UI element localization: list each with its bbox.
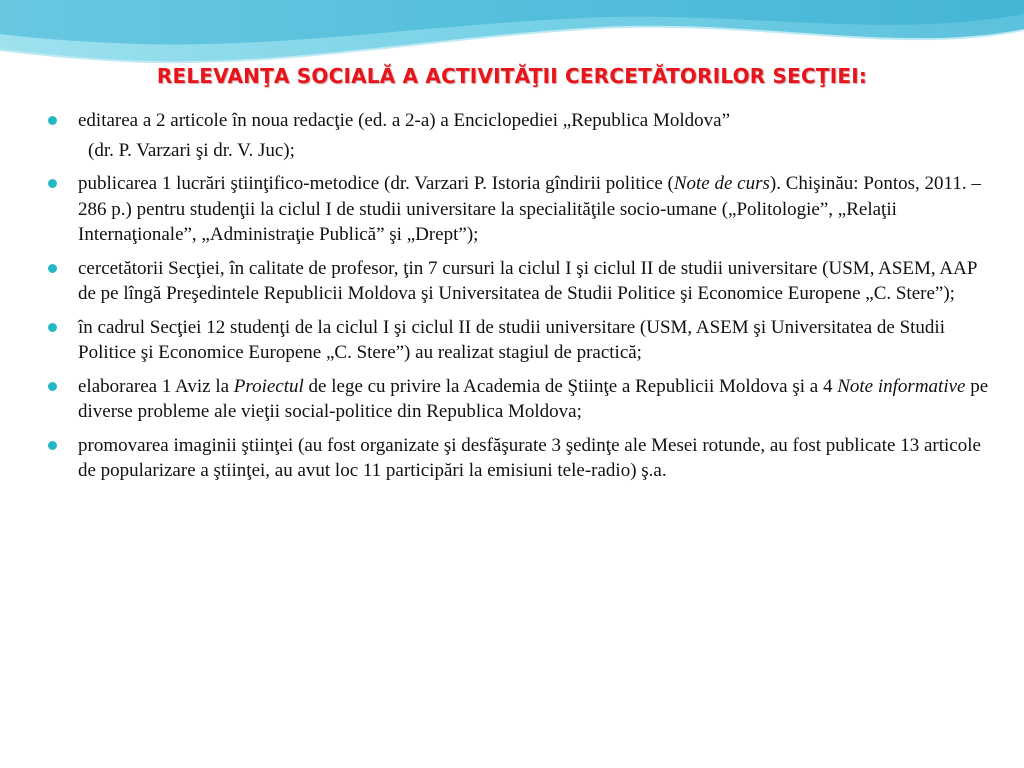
list-item — [78, 256, 998, 307]
item-emphasis: Proiectul — [233, 375, 304, 397]
bullet-icon — [48, 264, 57, 273]
item-text: elaborarea 1 Aviz la — [78, 375, 234, 397]
bullet-icon — [48, 179, 57, 188]
list-item — [78, 108, 998, 163]
item-text: de lege cu privire la Academia de Ştiinţe a Republicii Moldova şi a 4 — [303, 375, 838, 397]
item-text: cercetătorii Secţiei, în calitate de profesor, ţin 7 cursuri la ciclul I şi ciclul II de studii universitare (USM, ASEM, AAP de pe lîngă Preşedintele Republicii Moldova şi Universitatea de Studii Politice şi Economice Europene „C. Stere”); — [78, 257, 977, 304]
slide-title: RELEVANŢA SOCIALĂ A ACTIVITĂŢII CERCETĂTORILOR SECŢIEI: — [156, 64, 868, 88]
item-subline: (dr. P. Varzari şi dr. V. Juc); — [88, 139, 295, 161]
item-text: pe diverse probleme ale vieţii social-politice din Republica Moldova; — [78, 375, 989, 422]
list-item — [78, 171, 998, 248]
item-text: în cadrul Secţiei 12 studenţi de la ciclul I şi ciclul II de studii universitare (USM, ASEM şi Universitatea de Studii Politice şi Economice Europene „C. Stere”) au realizat stagiul de practică; — [78, 316, 945, 363]
item-text: publicarea 1 lucrări ştiinţifico-metodice (dr. Varzari P. Istoria gîndirii politice ( — [78, 173, 674, 194]
item-emphasis: Note informative — [837, 375, 966, 397]
list-item — [78, 315, 998, 366]
bullet-icon — [48, 382, 57, 391]
item-text: editarea a 2 articole în noua redacţie (ed. a 2-a) a Enciclopediei „Republica Moldova” — [78, 110, 731, 131]
bullet-icon — [48, 323, 57, 332]
item-text: promovarea imaginii ştiinţei (au fost organizate şi desfăşurate 3 şedinţe ale Mesei rotunde, au fost publicate 13 articole de popularizare a ştiinţei, au avut loc 11 participări la emisiuni tele-radio) ş.a. — [78, 434, 981, 481]
list-item — [78, 433, 998, 484]
bullet-icon — [48, 441, 57, 450]
bullet-icon — [48, 116, 57, 125]
bullet-list — [78, 108, 998, 486]
item-emphasis: Note de curs — [673, 173, 770, 194]
list-item — [78, 374, 998, 425]
item-text: ). Chişinău: Pontos, 2011. – 286 p.) pentru studenţii la ciclul I de studii universitare la specialităţile socio-umane („Politologie”, „Relaţii Internaţionale”, „Administraţie Publică” şi „Drept”); — [78, 173, 981, 245]
